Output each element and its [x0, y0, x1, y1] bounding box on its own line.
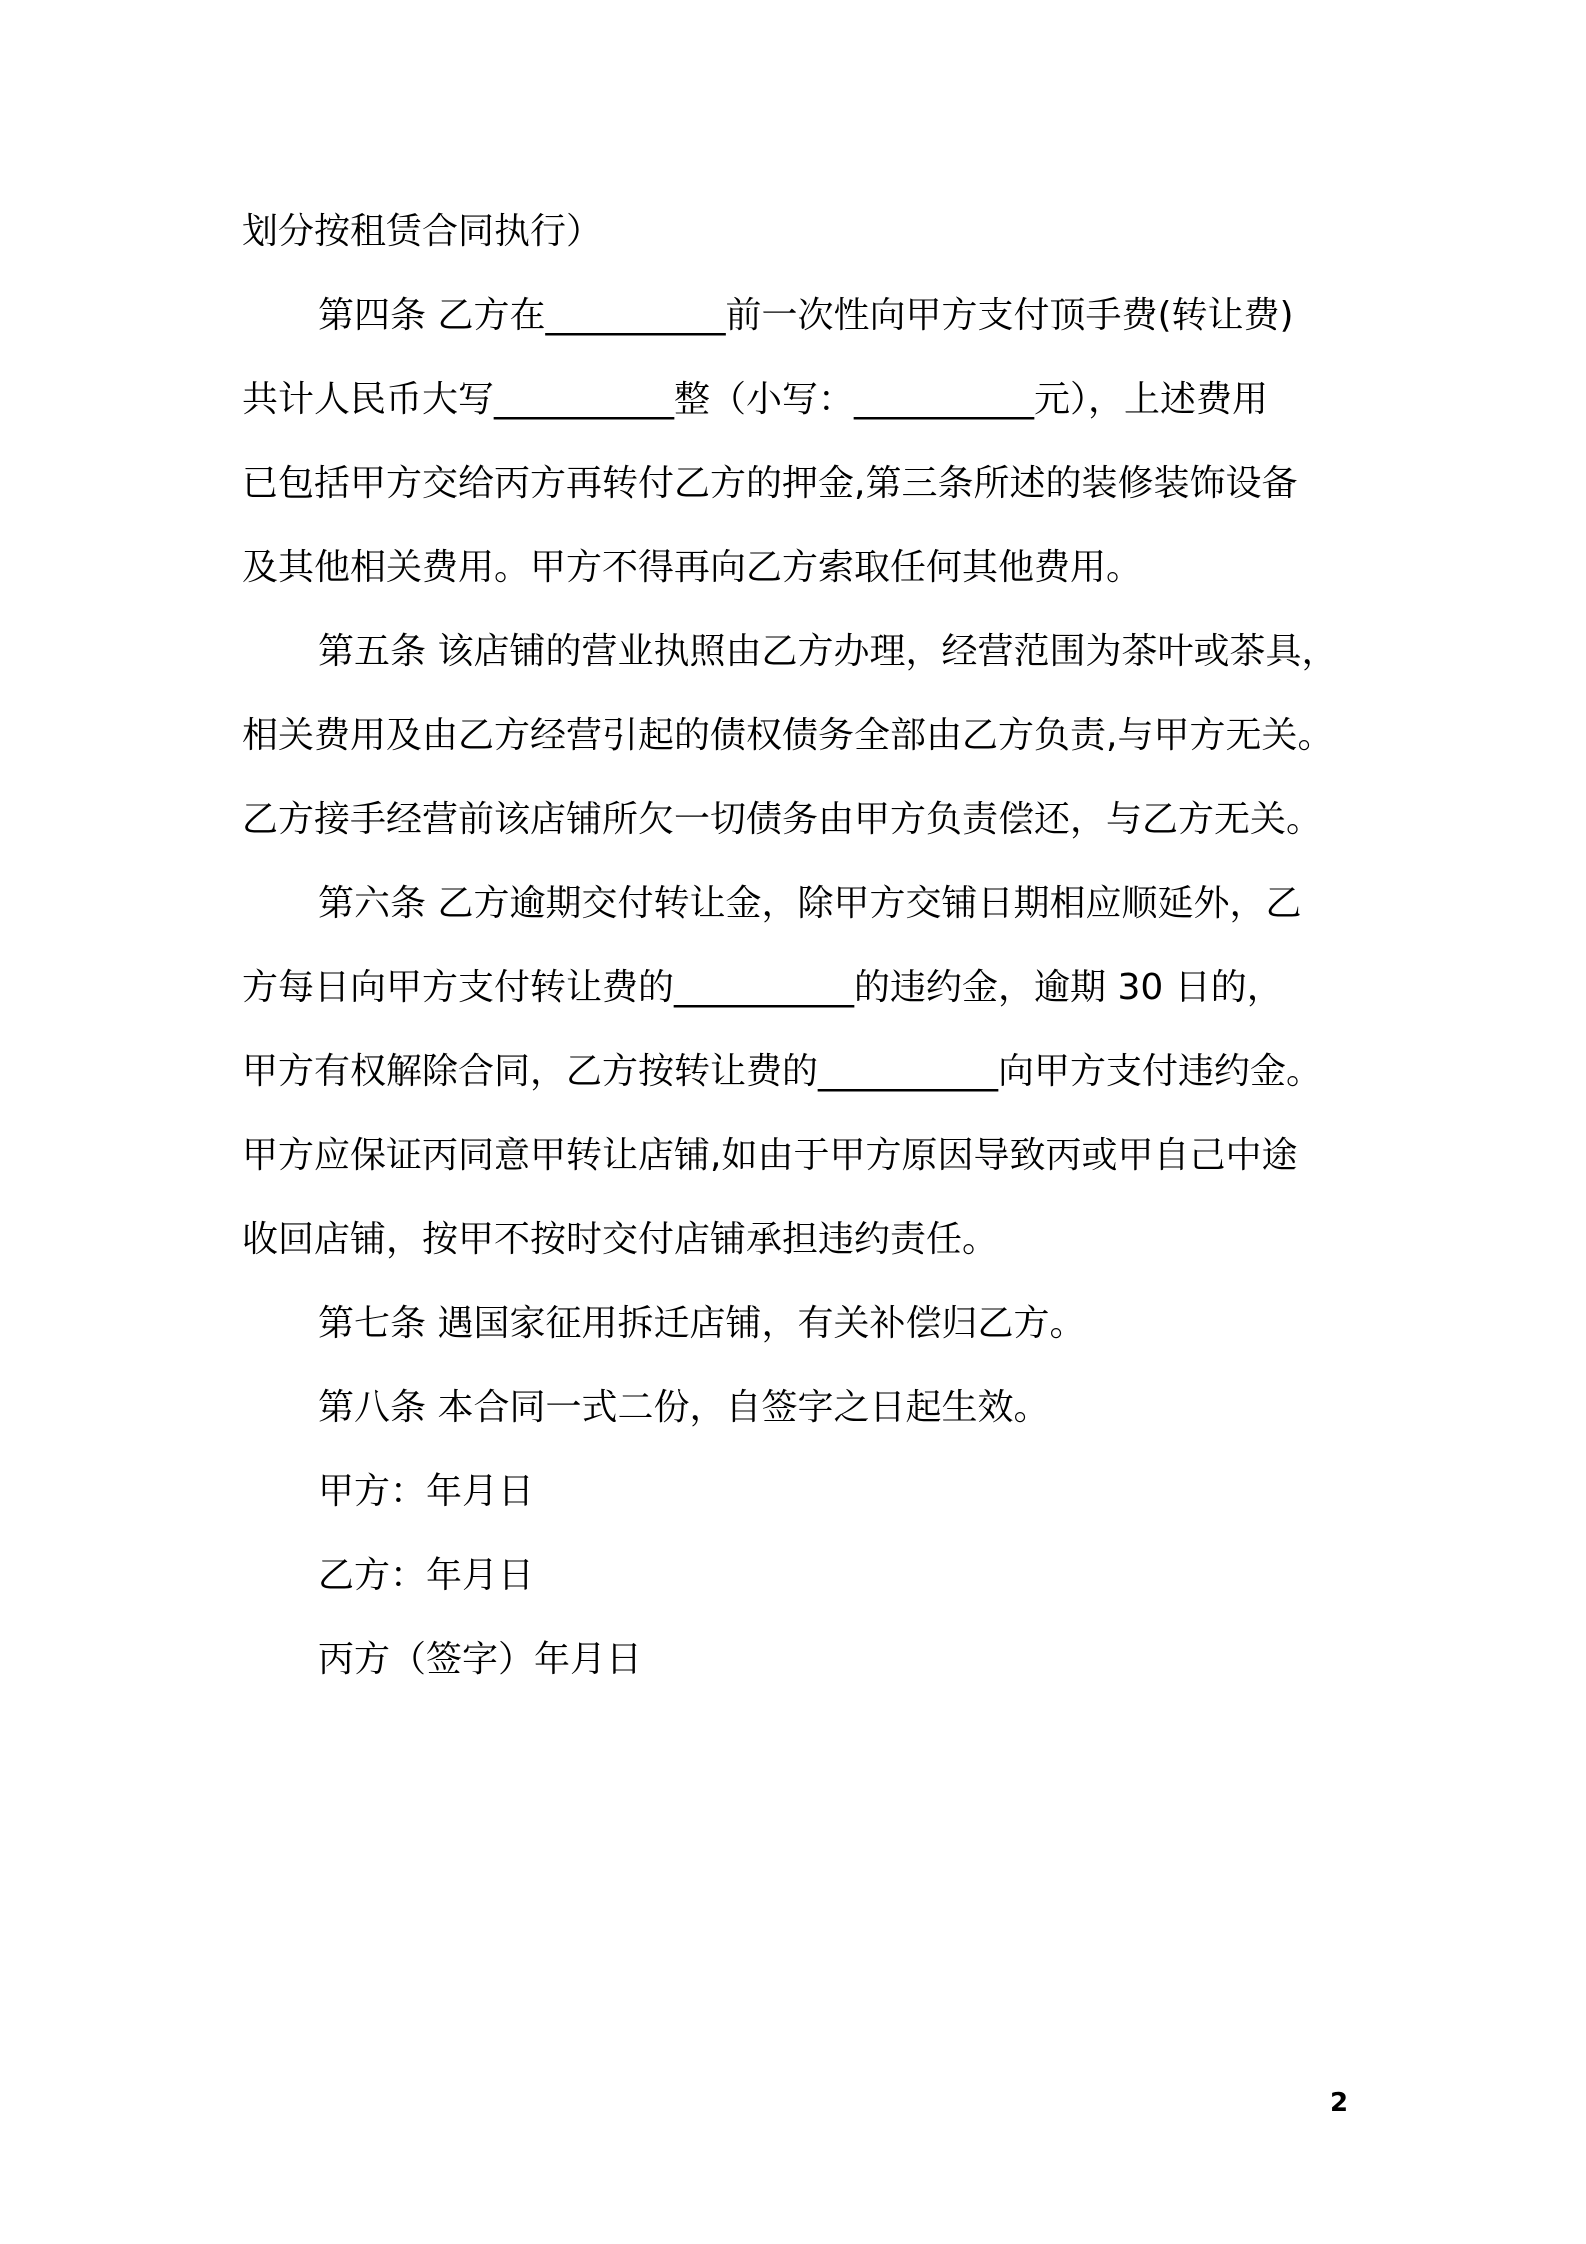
text-line: 方每日向甲方支付转让费的__________的违约金，逾期 30 日的， [242, 967, 1283, 1008]
article-6-line: 第六条 乙方逾期交付转让金，除甲方交铺日期相应顺延外，乙 [318, 883, 1302, 924]
text-line: 划分按租赁合同执行） [242, 211, 603, 252]
page-number: 2 [1330, 2088, 1349, 2118]
contract-body [242, 190, 1372, 1702]
article-8-line: 第八条 本合同一式二份，自签字之日起生效。 [318, 1387, 1050, 1428]
text-line: 相关费用及由乙方经营引起的债权债务全部由乙方负责,与甲方无关。 [242, 715, 1334, 756]
text-line: 及其他相关费用。甲方不得再向乙方索取任何其他费用。 [242, 547, 1143, 588]
signature-party-a: 甲方：年月日 [318, 1471, 535, 1512]
article-5-line: 第五条 该店铺的营业执照由乙方办理，经营范围为茶叶或茶具， [318, 631, 1338, 672]
text-line: 已包括甲方交给丙方再转付乙方的押金,第三条所述的装修装饰设备 [242, 463, 1298, 504]
article-7-line: 第七条 遇国家征用拆迁店铺，有关补偿归乙方。 [318, 1303, 1086, 1344]
text-line: 甲方有权解除合同，乙方按转让费的__________向甲方支付违约金。 [242, 1051, 1323, 1092]
text-line: 收回店铺，按甲不按时交付店铺承担违约责任。 [242, 1219, 999, 1260]
article-4-line: 第四条 乙方在__________前一次性向甲方支付顶手费(转让费) [318, 295, 1294, 336]
text-line: 共计人民币大写__________整（小写：__________元），上述费用 [242, 379, 1269, 420]
signature-party-c: 丙方（签字）年月日 [318, 1639, 643, 1680]
text-line: 甲方应保证丙同意甲转让店铺,如由于甲方原因导致丙或甲自己中途 [242, 1135, 1298, 1176]
text-line: 乙方接手经营前该店铺所欠一切债务由甲方负责偿还，与乙方无关。 [242, 799, 1323, 840]
signature-party-b: 乙方：年月日 [318, 1555, 535, 1596]
